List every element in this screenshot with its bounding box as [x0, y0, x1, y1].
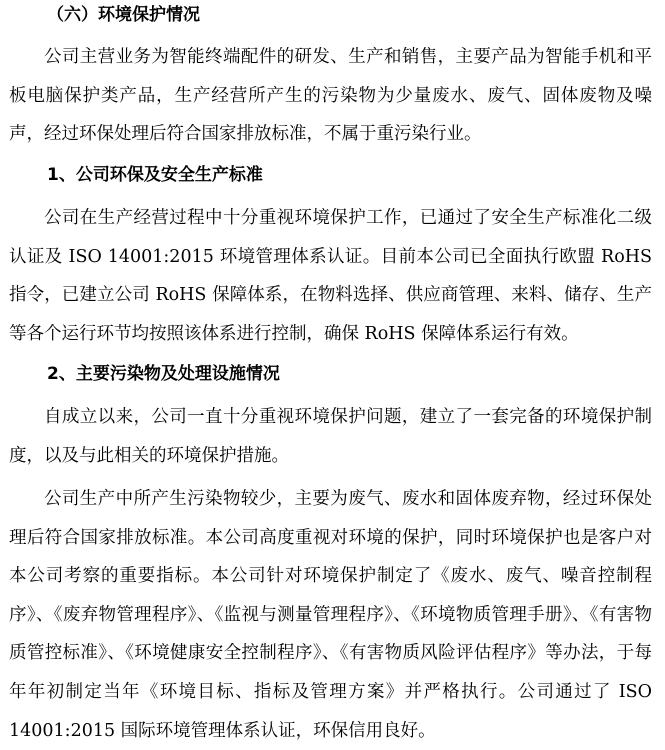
subsection-heading-2: 2、主要污染物及处理设施情况 — [47, 364, 280, 384]
standards-paragraph: 公司在生产经营过程中十分重视环境保护工作，已通过了安全生产标准化二级认证及 ISO 14001:2015 环境管理体系认证。目前本公司已全面执行欧盟 RoHS 指令，已建立公司 RoHS 保障体系，在物料选择、供应商管理、来料、储存、生产等各个运行环节均按照该体系进行控制，确保 RoHS 保障体系运行有效。 — [9, 208, 652, 344]
subsection-heading-1: 1、公司环保及安全生产标准 — [47, 165, 263, 185]
pollution-intro-paragraph: 自成立以来，公司一直十分重视环境保护问题，建立了一套完备的环境保护制度，以及与此相关的环境保护措施。 — [9, 407, 652, 466]
pollution-detail-paragraph: 公司生产中所产生污染物较少，主要为废气、废水和固体废弃物，经过环保处理后符合国家排放标准。本公司高度重视对环境的保护，同时环境保护也是客户对本公司考察的重要指标。本公司针对环境保护制定了《废水、废气、噪音控制程序》、《废弃物管理程序》、《监视与测量管理程序》、《环境物质管理手册》、《有害物质管控标准》、《环境健康安全控制程序》、《有害物质风险评估程序》等办法，于每年年初制定当年《环境目标、指标及管理方案》并严格执行。公司通过了 ISO 14001:2015 国际环境管理体系认证，环保信用良好。 — [9, 489, 652, 741]
section-heading: （六）环境保护情况 — [47, 5, 200, 25]
intro-paragraph: 公司主营业务为智能终端配件的研发、生产和销售，主要产品为智能手机和平板电脑保护类产品，生产经营所产生的污染物为少量废水、废气、固体废物及噪声，经过环保处理后符合国家排放标准，不属于重污染行业。 — [9, 47, 652, 145]
